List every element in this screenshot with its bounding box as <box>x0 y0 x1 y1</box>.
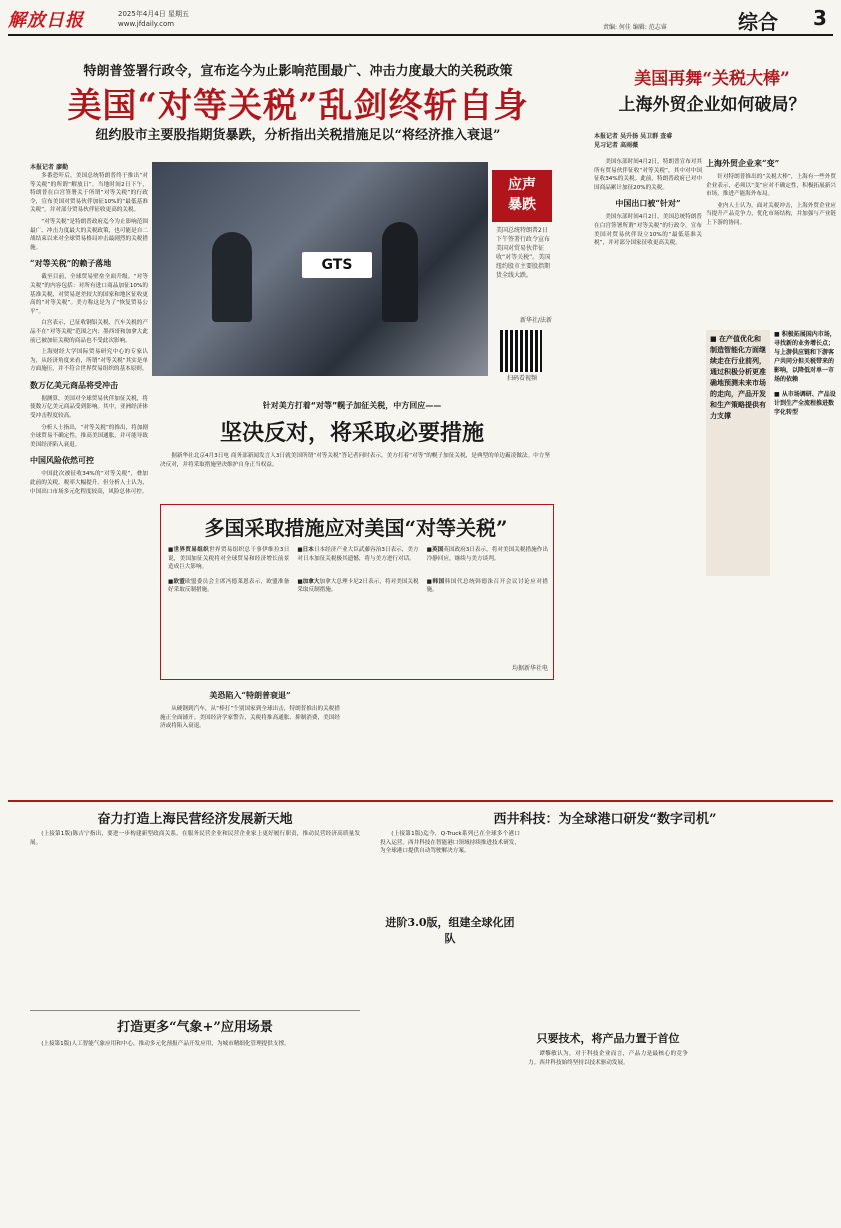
photo-figure <box>212 232 252 322</box>
world-box-items <box>168 546 548 595</box>
lead-subhead-3: 中国风险依然可控 <box>30 455 94 466</box>
lead-subhead-1: “对等关税”的赖子落地 <box>30 258 112 269</box>
mid-lower-subhead: 美恐陷入“特朗普衰退” <box>209 690 291 700</box>
bottom-left-para-2: (上接第1版)人工智能气象应用和中心，推动多元化预报产品开发应用，为城市精细化管理提供支撑。 <box>41 1041 290 1047</box>
lead-para-7: 分析人士指出，“对等关税”的推出，将加剧全球贸易不确定性，推高美国通胀，并可能导致美国经济陷入衰退。 <box>30 424 148 448</box>
masthead-rule <box>8 34 833 36</box>
masthead <box>8 4 833 34</box>
highlight-box <box>706 330 770 576</box>
lead-para-8: 中国此次被征收34%的“对等关税”，叠加此前的关税，税率大幅提升。但分析人士认为，中国出口市场多元化程度较高，风险总体可控。 <box>30 471 148 495</box>
bottom-left-para: (上接第1版)陈吉宁指出，要进一步构建新型政商关系，在服务民营企业和民营企业家上更好履行职责，推动民营经济高质量发展。 <box>30 831 360 846</box>
highlight-item: ■ 从市场调研、产品设计到生产全流程推进数字化转型 <box>774 391 836 416</box>
photo-credit: 新华社/法新 <box>519 317 552 324</box>
world-item-tag: ■韩国 <box>426 578 445 585</box>
lead-para-4: 白宫表示，已征收钢铝关税、汽车关税的产品不在“对等关税”范围之内；墨西哥和加拿大此前已被加征关税的商品也不受此次影响。 <box>30 320 148 344</box>
world-item <box>168 578 289 595</box>
world-item <box>427 578 548 595</box>
lead-para-2: “对等关税”是特朗普政府迄今为止影响范围最广、冲击力度最大的关税政策，也可能是自二战结束以来对全球贸易格局冲击最剧烈的关税措施。 <box>30 218 148 251</box>
world-item-text: 日本经济产业大臣武藤容治3日表示，美方对日本加征关税极其遗憾，将与美方进行对话。 <box>297 547 419 562</box>
site-url[interactable]: www.jfdaily.com <box>118 20 175 28</box>
counter-body: 据新华社北京4月3日电 商务部新闻发言人3日就美国所谓“对等关税”答记者问时表示，美方打着“对等”的幌子加征关税，是典型的单边霸凌做法。中方坚决反对，并将采取措施坚决维护自身正当权益。 <box>160 453 550 468</box>
right-headline-2: 上海外贸企业如何破局？ <box>618 95 806 115</box>
world-item <box>427 546 548 572</box>
world-item-text: 英国政府3日表示，将对美国关税措施作出冷静回应，继续与美方谈判。 <box>426 547 548 562</box>
photo-figure <box>382 222 418 322</box>
lead-subhead-2: 数万亿美元商品将受冲击 <box>30 379 118 390</box>
mid-lower-para: 从硬钢到汽车，从“棒打”个别国家到全球出击，特朗普推出的关税措施正全面铺开。美国经济学家警告，关税将推高通胀、抑制消费，美国经济或将陷入衰退。 <box>160 706 340 730</box>
right-para-4: 业内人士认为，面对关税冲击，上海外贸企业应当提升产品竞争力，优化市场结构，并加强与产业链上下游的协同。 <box>706 202 836 226</box>
bottom-right-para: (上接第1版)迄今，Q-Truck系列已在全球多个港口投入运营。西井科技在智能港口领域持续推进技术研发，为全球港口提供自动驾驶解决方案。 <box>380 831 520 855</box>
issue-date: 2025年4月4日 星期五 <box>118 10 189 18</box>
highlight-item: ■ 积极拓展国内市场，寻找新的业务增长点；与上游供应链和下游客户共同分担关税带来的影响，以降低对单一市场的依赖 <box>774 331 836 383</box>
lead-byline: 本报记者 廖勤 <box>30 164 69 171</box>
lead-para-1: 多番恐吓后，美国总统特朗普终于推出“对等关税”的所谓“解放日”。当地时间2日下午，特朗普在白宫签署关于所谓“对等关税”的行政令，宣布美国对贸易伙伴加征10%的“最低基准关税”，并对部分贸易伙伴征收更高的关税。 <box>30 173 148 214</box>
editor-credit: 责编: 何佳 编辑: 范志睿 <box>603 24 667 31</box>
lead-headline: 美国“对等关税”乱剑终斩自身 <box>67 86 529 126</box>
right-col-1 <box>594 158 702 248</box>
section-name: 综合 <box>738 10 778 34</box>
world-box-title: 多国采取措施应对美国“对等关税” <box>204 516 508 540</box>
photo-caption: 美国总统特朗普2日下午签署行政令宣布美国对贸易伙伴征收“对等关税”。美国纽约股市主要股指期货全线大跌。 <box>496 227 551 279</box>
world-item <box>297 578 418 595</box>
mid-lower-col <box>160 690 340 731</box>
qr-caption: 扫码看视频 <box>506 375 537 382</box>
red-tag <box>492 170 552 222</box>
world-item-text: 欧盟委员会主席冯德莱恩表示，欧盟准备好采取反制措施。 <box>168 578 290 594</box>
page-number: 3 <box>813 6 827 30</box>
right-para-3: 针对特朗普推出的“关税大棒”，上海有一些外贸企业表示，必须以“变”应对不确定性，积极拓展新兴市场，推进产能海外布局。 <box>706 174 836 198</box>
world-item-text: 加拿大总理卡尼2日表示，将对美国关税采取反制措施。 <box>297 578 419 594</box>
highlight-extra <box>774 330 836 417</box>
world-box-credit: 均据新华社电 <box>511 665 548 672</box>
bottom-right-para-2: 谭黎敏认为，对于科技企业而言，产品力是最核心的竞争力。西井科技始终坚持以技术驱动发展。 <box>528 1051 688 1066</box>
lead-para-5: 上海财经大学国际贸易研究中心的专家认为，从经济角度来看，所谓“对等关税”其实是单方面施压，并不符合世界贸易组织的基本原则。 <box>30 349 148 373</box>
section-divider <box>8 800 833 802</box>
lead-para-6: 据测算，美国对全球贸易伙伴加征关税，将使数万亿美元商品受到影响。其中，亚洲经济体受冲击程度较高。 <box>30 395 148 420</box>
lead-para-3: 截至目前，全球贸易壁垒全面升级。“对等关税”的内容包括：对所有进口商品加征10%的基准关税，对贸易逆差较大的国家和地区征收更高的“对等关税”。美方称这是为了“恢复贸易公平”。 <box>30 274 148 315</box>
bottom-right-title: 西井科技：为全球港口研发“数字司机” <box>493 812 717 827</box>
right-headline-1: 美国再舞“关税大棒” <box>634 69 790 89</box>
right-bylines: 本报记者 吴升扬 吴卫群 查睿 见习记者 高雨薇 <box>594 133 673 149</box>
newspaper-logo: 解放日报 <box>8 10 84 31</box>
world-item-text: 韩国代总统韩德洙召开会议讨论应对措施。 <box>426 578 548 594</box>
world-item-tag: ■欧盟 <box>168 578 186 585</box>
bottom-right-subhead-1: 进阶3.0版，组建全球化团队 <box>385 916 515 945</box>
right-col-2 <box>706 158 836 228</box>
counter-headline: 坚决反对，将采取必要措施 <box>219 420 484 446</box>
news-photo <box>152 162 488 376</box>
bottom-left-title: 奋力打造上海民营经济发展新天地 <box>97 812 293 827</box>
photo-sign: GTS <box>302 252 372 278</box>
right-subhead-2: 上海外贸企业来“变” <box>706 158 780 168</box>
world-item-tag: ■日本 <box>297 547 314 553</box>
lead-deck: 纽约股市主要股指期货暴跌，分析指出关税措施足以“将经济推入衰退” <box>95 128 501 143</box>
world-item-tag: ■世界贸易组织 <box>168 547 210 553</box>
world-item <box>297 546 418 572</box>
bottom-left-divider <box>30 1010 360 1011</box>
counter-kicker: 针对美方打着“对等”幌子加征关税，中方回应—— <box>262 401 442 410</box>
world-item-text: 世界贸易组织总干事伊维拉3日说，美国加征关税将对全球贸易和经济增长前景造成巨大影响。 <box>168 547 290 571</box>
right-para-1: 美国东部时间4月2日，特朗普宣布对其所有贸易伙伴征收“对等关税”，其中对中国征收34%的关税。此前，特朗普政府已对中国商品累计加征20%的关税。 <box>594 159 702 191</box>
bottom-right-subhead-2: 只要技术，将产品力置于首位 <box>536 1032 680 1045</box>
qr-code-icon[interactable] <box>500 330 542 372</box>
bottom-left-title-2: 打造更多“气象+”应用场景 <box>117 1020 273 1035</box>
lead-body-col1 <box>30 172 148 499</box>
lead-kicker: 特朗普签署行政令，宣布迄今为止影响范围最广、冲击力度最大的关税政策 <box>83 64 513 79</box>
right-subhead-1: 中国出口被“针对” <box>615 198 681 209</box>
highlight-item: ■ 在产值优化和制造智能化方面继续走在行业前列，通过积极分析更准确地预测未来市场的走向，产品开发和生产策略提供有力支撑 <box>710 335 766 420</box>
right-para-2: 美国东部时间4月2日，美国总统特朗普在白宫签署所谓“对等关税”的行政令，宣布美国对贸易伙伴设立10%的“最低基准关税”，并对部分国家征收更高关税。 <box>594 214 702 247</box>
red-tag-line-2: 暴跌 <box>508 197 536 213</box>
world-item-tag: ■英国 <box>426 547 444 553</box>
world-item-tag: ■加拿大 <box>297 578 320 585</box>
world-item <box>168 546 289 572</box>
red-tag-line-1: 应声 <box>508 177 536 193</box>
